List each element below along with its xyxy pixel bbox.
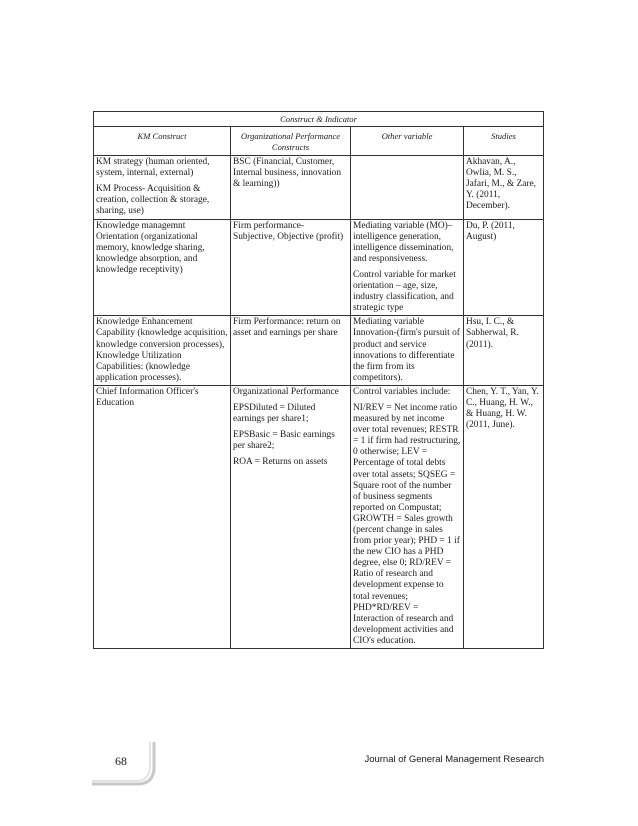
cell-paragraph: BSC (Financial, Customer, Internal business, innovation & learning)) bbox=[233, 157, 342, 190]
km-construct-cell bbox=[94, 385, 231, 648]
cell-paragraph: Organizational Performance bbox=[233, 386, 339, 397]
other-variable-cell bbox=[351, 385, 464, 648]
cell-paragraph: KM Process- Acquisition & creation, collection & storage, sharing, use) bbox=[96, 184, 210, 217]
km-construct-cell bbox=[94, 219, 231, 316]
cell-paragraph: Control variable for market orientation – age, size, industry classification, and strategic type bbox=[353, 269, 456, 314]
org-performance-cell bbox=[231, 385, 351, 648]
cell-paragraph: Knowledge Enhancement Capability (knowledge acquisition, knowledge conversion processes), Knowledge Utilization Capabilities: (knowledge application processes). bbox=[96, 317, 228, 383]
cell-paragraph: Hsu, I. C., & Sabherwal, R. (2011). bbox=[466, 317, 519, 350]
table-row bbox=[94, 156, 544, 219]
org-performance-cell bbox=[231, 316, 351, 386]
other-variable-cell bbox=[351, 219, 464, 316]
table-caption: Construct & Indicator bbox=[94, 112, 544, 127]
studies-cell bbox=[464, 219, 544, 316]
header-studies: Studies bbox=[464, 127, 544, 156]
header-org-performance: Organizational Performance Constructs bbox=[231, 127, 351, 156]
km-construct-cell bbox=[94, 156, 231, 219]
table-row bbox=[94, 219, 544, 316]
other-variable-cell bbox=[351, 316, 464, 386]
studies-cell bbox=[464, 385, 544, 648]
cell-paragraph: Chen, Y. T., Yan, Y. C., Huang, H. W., & Huang, H. W. (2011, June). bbox=[466, 386, 539, 431]
cell-paragraph: Mediating variable (MO)– intelligence generation, intelligence dissemination, and responsiveness. bbox=[353, 220, 454, 264]
studies-cell bbox=[464, 156, 544, 219]
cell-paragraph: Control variables include: bbox=[353, 386, 451, 397]
cell-paragraph: EPSDiluted = Diluted earnings per share1; bbox=[233, 402, 316, 425]
cell-paragraph: Mediating variable Innovation-(firm's pursuit of product and service innovations to differentiate the firm from its competitors). bbox=[353, 317, 460, 383]
other-variable-cell bbox=[351, 156, 464, 219]
cell-paragraph: NI/REV = Net income ratio measured by net income over total revenues; RESTR = 1 if firm had restructuring, 0 otherwise; LEV = Percentage of total debts over total assets; SQSEG = Square root of the number of business segments reported on Compustat; GROWTH = Sales growth (percent change in sales from prior year); PHD = 1 if the new CIO has a PHD degree, else 0; RD/REV = Ratio of research and development expense to total revenues; PHD*RD/REV = Interaction of research and development activities and CIO's education. bbox=[353, 402, 461, 646]
table-row bbox=[94, 316, 544, 386]
cell-paragraph: Du, P. (2011, August) bbox=[466, 220, 515, 242]
table-caption-row bbox=[94, 112, 544, 127]
km-construct-cell bbox=[94, 316, 231, 386]
table-header-row bbox=[94, 127, 544, 156]
cell-paragraph: Firm performance- Subjective, Objective (profit) bbox=[233, 220, 344, 242]
org-performance-cell bbox=[231, 219, 351, 316]
cell-paragraph: EPSBasic = Basic earnings per share2; bbox=[233, 430, 335, 452]
cell-paragraph: Akhavan, A., Owlia, M. S., Jafari, M., & Zare, Y. (2011, December). bbox=[466, 157, 537, 212]
cell-paragraph: ROA = Returns on assets bbox=[233, 457, 328, 468]
org-performance-cell bbox=[231, 156, 351, 219]
page-number: 68 bbox=[115, 754, 127, 768]
header-other-variable: Other variable bbox=[351, 127, 464, 156]
cell-paragraph: Firm Performance: return on asset and earnings per share bbox=[233, 317, 341, 339]
studies-cell bbox=[464, 316, 544, 386]
header-km-construct: KM Construct bbox=[94, 127, 231, 156]
cell-paragraph: Chief Information Officer's Education bbox=[96, 386, 199, 408]
journal-title: Journal of General Management Research bbox=[364, 754, 544, 765]
cell-paragraph: Knowledge managemnt Orientation (organizational memory, knowledge sharing, knowledge absorption, and knowledge receptivity) bbox=[96, 220, 205, 275]
table-row bbox=[94, 385, 544, 648]
cell-paragraph: KM strategy (human oriented, system, internal, external) bbox=[96, 157, 210, 179]
research-table bbox=[93, 111, 544, 649]
